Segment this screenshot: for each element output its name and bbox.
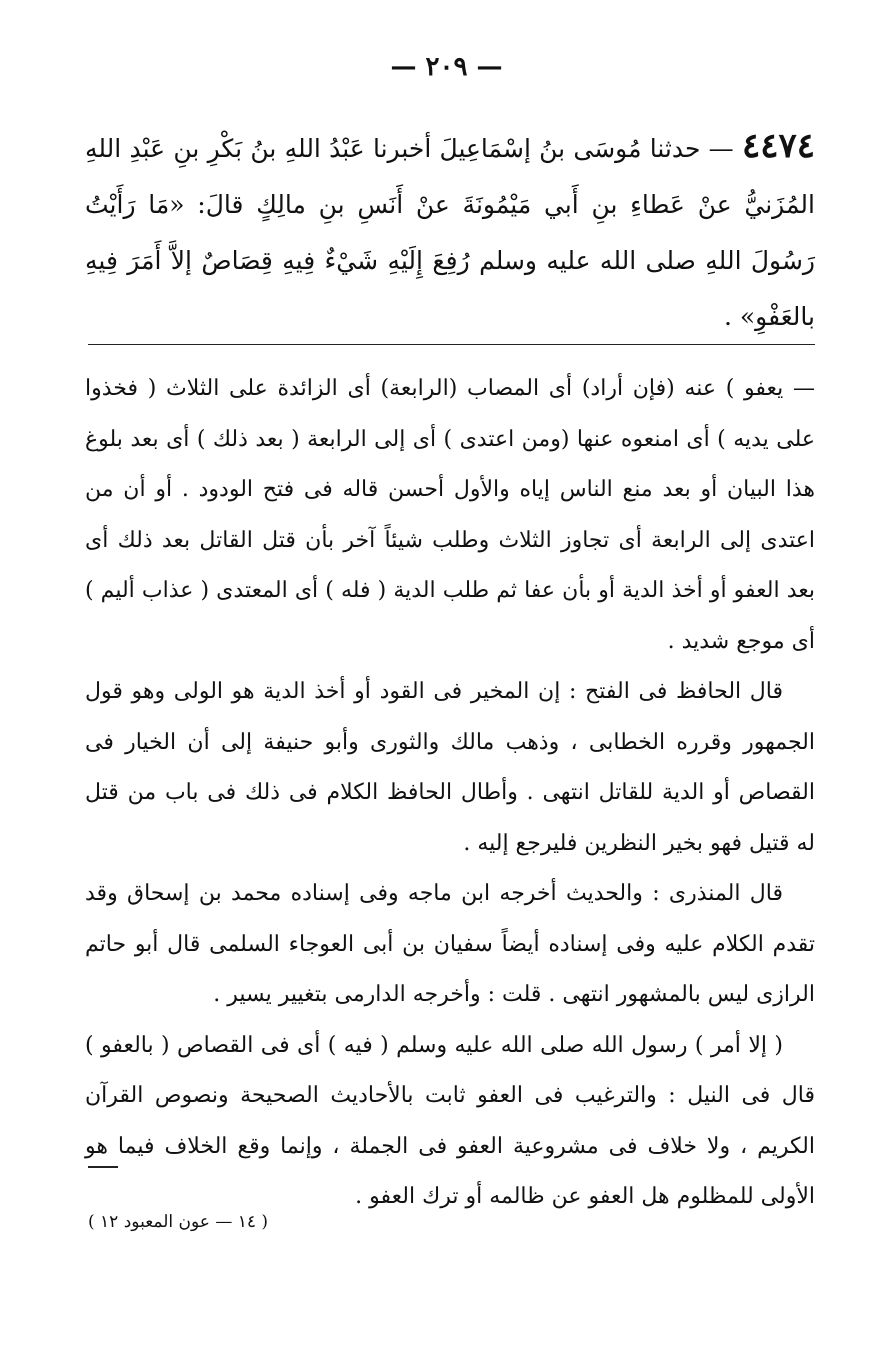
section-divider: [88, 344, 815, 345]
hadith-number: ٤٤٧٤: [741, 126, 815, 166]
hadith-text: — حدثنا مُوسَى بنُ إسْمَاعِيلَ أخبرنا عَبْدُ اللهِ بنُ بَكْرِ بنِ عَبْدِ اللهِ المُزَنيُّ عنْ عَطاءِ بنِ أَبي مَيْمُونَةَ عنْ أَنَسِ بنِ مالِكٍ قالَ: «مَا رَأَيْتُ رَسُولَ اللهِ صلى الله عليه وسلم رُفِعَ إِلَيْهِ شَيْءٌ فِيهِ قِصَاصٌ إلاَّ أَمَرَ فِيهِ بالعَفْوِ» .: [85, 134, 815, 331]
continuation-dash: [88, 1166, 118, 1168]
hadith-block: [85, 118, 815, 345]
commentary-paragraph-4: ( إلا أمر ) رسول الله صلى الله عليه وسلم ( فيه ) أى فى القصاص ( بالعفو ) قال فى النيل : والترغيب فى العفو ثابت بالأحاديث الصحيحة ونصوص القرآن الكريم ، ولا خلاف فى مشروعية العفو فى الجملة ، وإنما وقع الخلاف فيما هو الأولى للمظلوم هل العفو عن ظالمه أو ترك العفو .: [85, 1032, 815, 1209]
printer-signature: ( ١٤ — عون المعبود ١٢ ): [88, 1212, 269, 1232]
commentary-paragraph-1: — يعفو ) عنه (فإن أراد) أى المصاب (الرابعة) أى الزائدة على الثلاث ( فخذوا على يديه ) أى امنعوه عنها (ومن اعتدى ) أى إلى الرابعة ( بعد ذلك ) أى بعد بلوغ هذا البيان أو بعد منع الناس إياه والأول أحسن قاله فى فتح الودود . أو أن من اعتدى إلى الرابعة أى تجاوز الثلاث وطلب شيئاً آخر بأن قتل القاتل بعد ذلك أى بعد العفو أو أخذ الدية أو بأن عفا ثم طلب الدية ( فله ) أى المعتدى ( عذاب أليم ) أى موجع شديد .: [85, 376, 815, 654]
page-number: — ٢٠٩ —: [390, 52, 503, 82]
commentary-paragraph-3: قال المنذرى : والحديث أخرجه ابن ماجه وفى إسناده محمد بن إسحاق وقد تقدم الكلام عليه وفى إسناده أيضاً سفيان بن أبى العوجاء السلمى قال أبو حاتم الرازى ليس بالمشهور انتهى . قلت : وأخرجه الدارمى بتغيير يسير .: [85, 881, 815, 1007]
commentary-block: [85, 364, 815, 1223]
commentary-paragraph-2: قال الحافظ فى الفتح : إن المخير فى القود أو أخذ الدية هو الولى وهو قول الجمهور وقرره الخطابى ، وذهب مالك والثورى وأبو حنيفة إلى أن الخيار فى القصاص أو الدية للقاتل انتهى . وأطال الحافظ الكلام فى ذلك فى باب من قتل له قتيل فهو بخير النظرين فليرجع إليه .: [85, 679, 815, 856]
